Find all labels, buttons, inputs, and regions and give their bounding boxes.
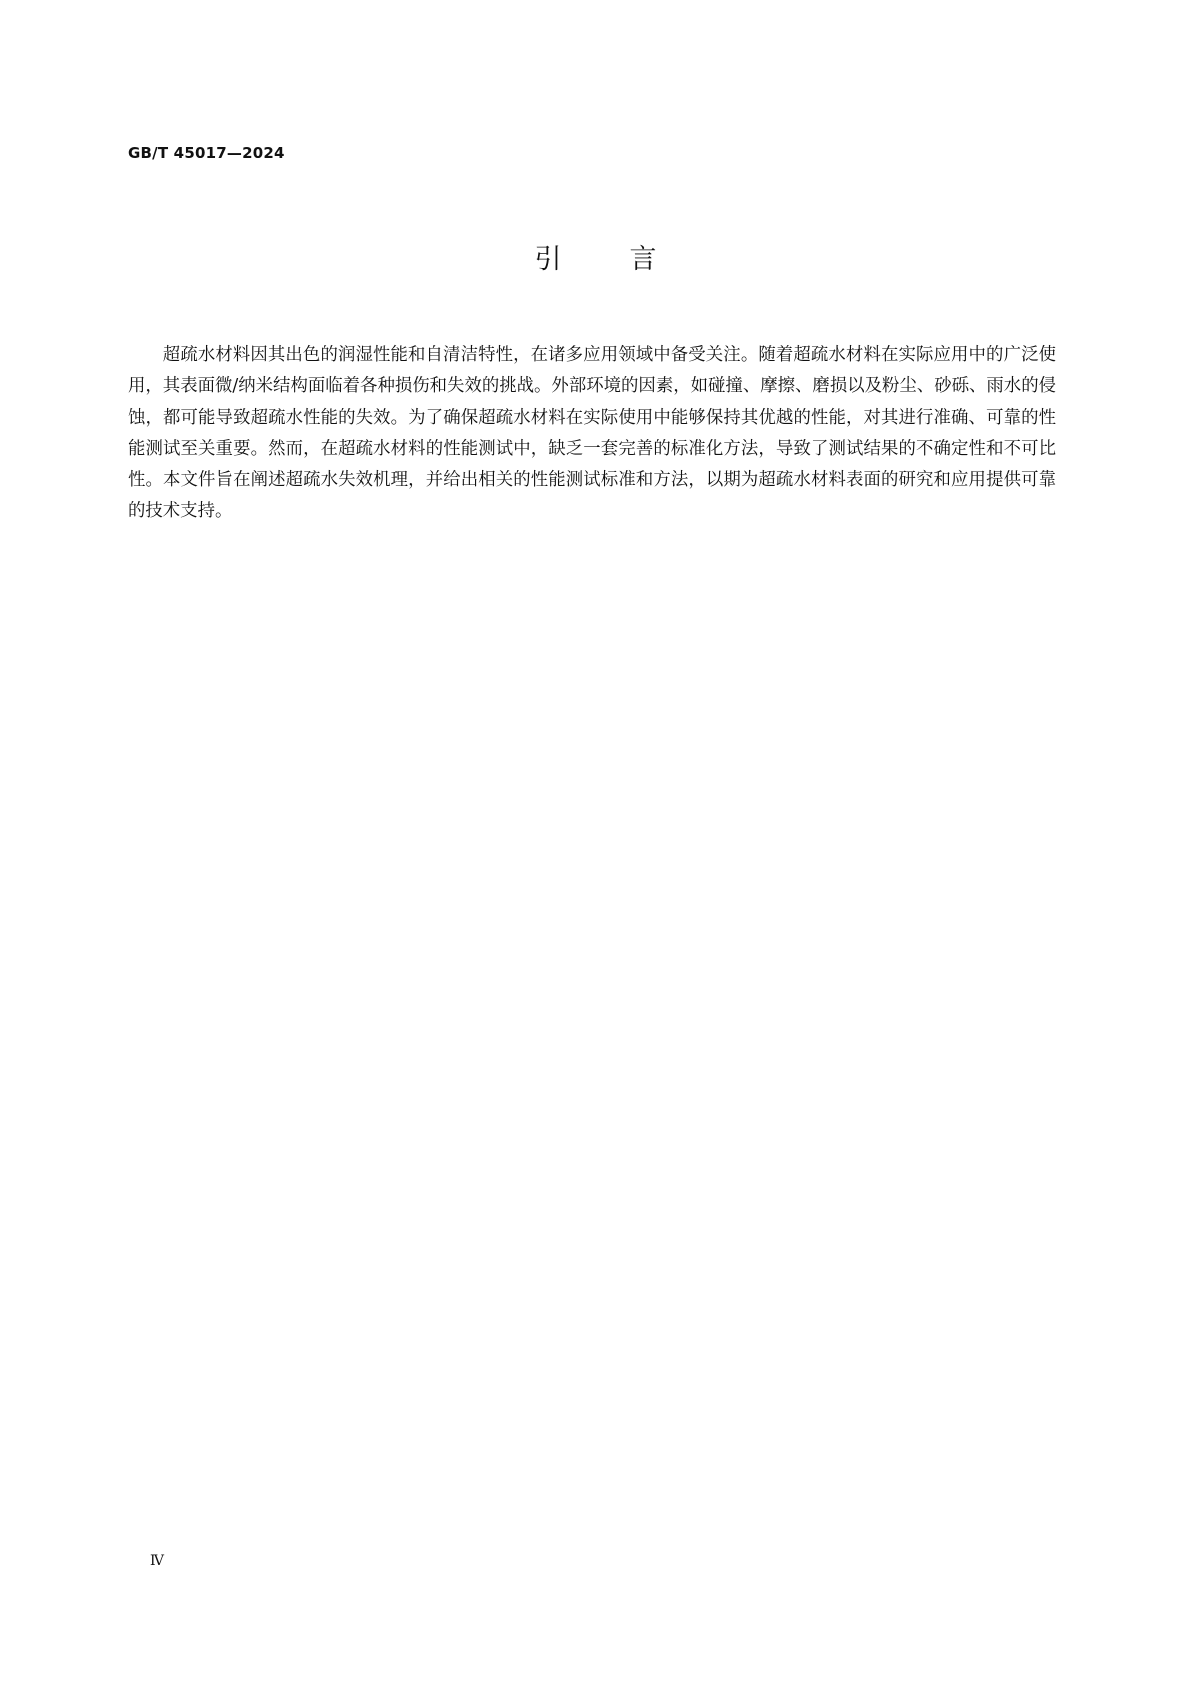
introduction-paragraph: 超疏水材料因其出色的润湿性能和自清洁特性，在诸多应用领域中备受关注。随着超疏水材料在实际应用中的广泛使用，其表面微/纳米结构面临着各种损伤和失效的挑战。外部环境的因素，如碰撞、摩擦、磨损以及粉尘、砂砾、雨水的侵蚀，都可能导致超疏水性能的失效。为了确保超疏水材料在实际使用中能够保持其优越的性能，对其进行准确、可靠的性能测试至关重要。然而，在超疏水材料的性能测试中，缺乏一套完善的标准化方法，导致了测试结果的不确定性和不可比性。本文件旨在阐述超疏水失效机理，并给出相关的性能测试标准和方法，以期为超疏水材料表面的研究和应用提供可靠的技术支持。: [128, 345, 1056, 522]
page-number: Ⅳ: [150, 1553, 164, 1569]
section-title: 引言: [534, 244, 725, 275]
standard-number-header: GB/T 45017—2024: [128, 144, 285, 162]
